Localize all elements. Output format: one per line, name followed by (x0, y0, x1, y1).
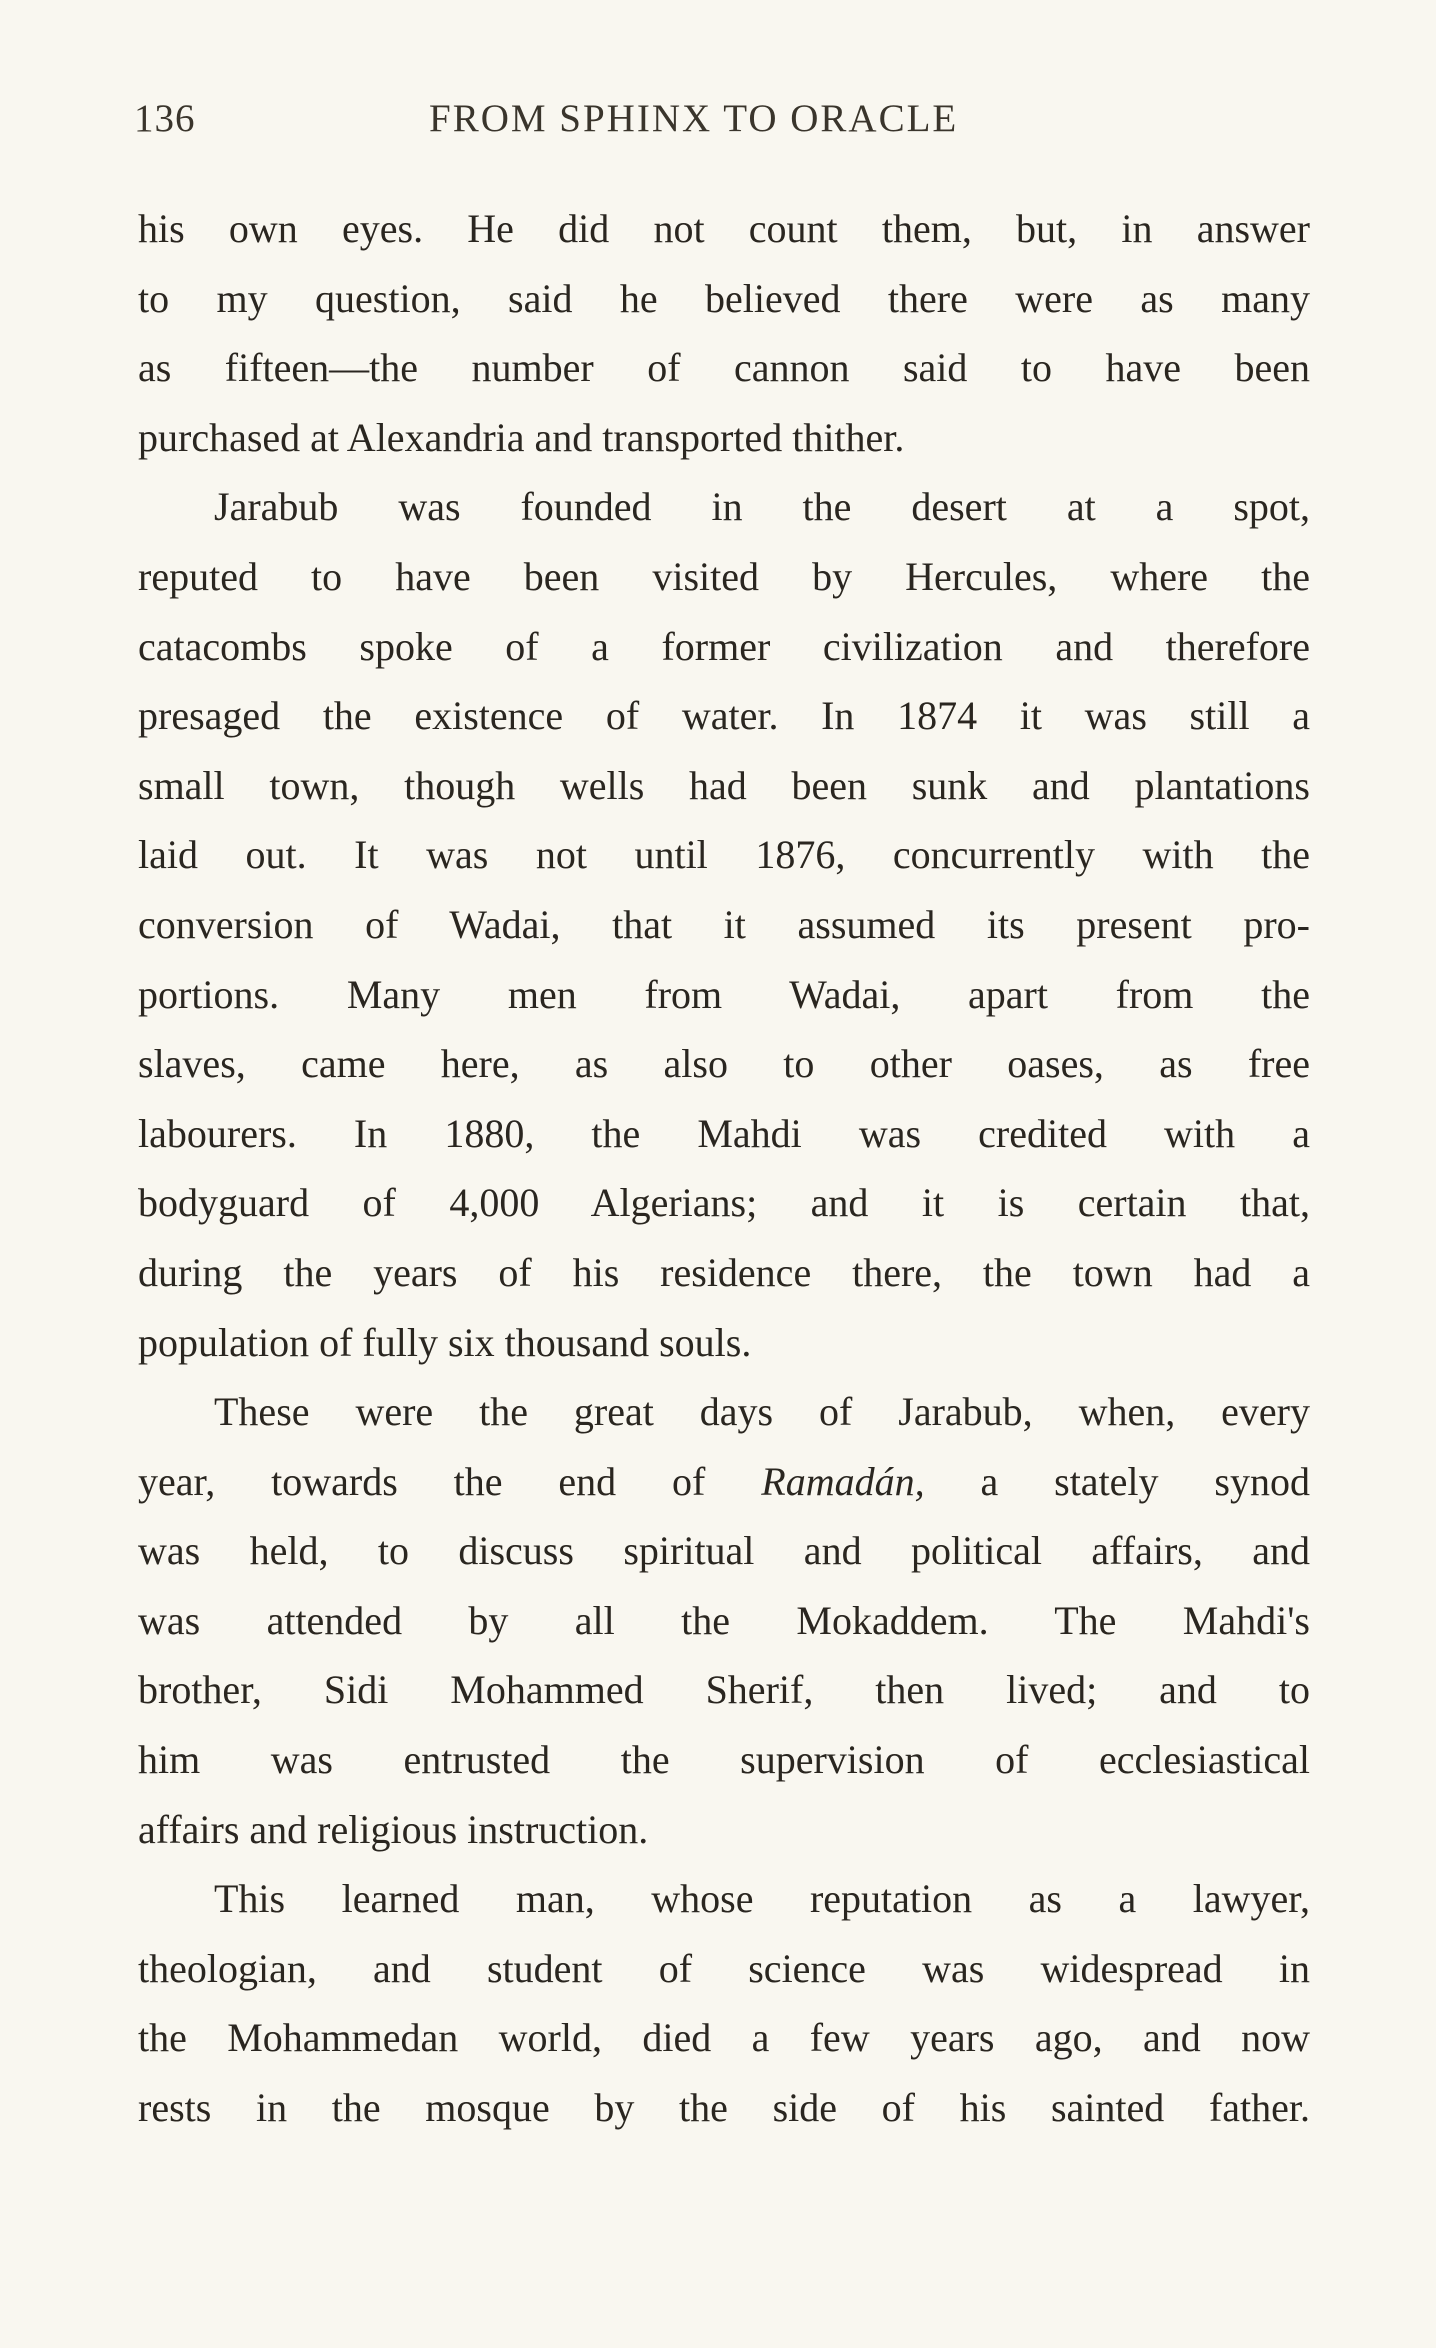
text-line: bodyguard of 4,000 Algerians; and it is certain that, (138, 1180, 1310, 1226)
text-line (138, 1447, 1310, 1517)
running-head (134, 96, 1314, 152)
text-line: population of fully six thousand souls. (138, 1319, 752, 1365)
text-line: during the years of his residence there, the town had a (138, 1249, 1310, 1295)
text-line: brother, Sidi Mohammed Sherif, then lived; and to (138, 1667, 1310, 1713)
text-line: slaves, came here, as also to other oases, as free (138, 1041, 1310, 1087)
text-line: portions. Many men from Wadai, apart from the (138, 971, 1310, 1017)
text-line: purchased at Alexandria and transported thither. (138, 414, 905, 460)
text-line: him was entrusted the supervision of ecclesiastical (138, 1737, 1310, 1783)
text-line: Jarabub was founded in the desert at a spot, (214, 484, 1310, 530)
text-line: conversion of Wadai, that it assumed its present pro- (138, 901, 1310, 947)
page-number: 136 (134, 97, 196, 140)
running-title: FROM SPHINX TO ORACLE (429, 97, 959, 140)
text-segment: a stately synod (924, 1458, 1310, 1504)
text-line: catacombs spoke of a former civilization and therefore (138, 623, 1310, 669)
text-line: as fifteen—the number of cannon said to have been (138, 345, 1310, 391)
text-line: was held, to discuss spiritual and political affairs, and (138, 1528, 1310, 1574)
text-line: presaged the existence of water. In 1874 it was still a (138, 693, 1310, 739)
text-line: to my question, said he believed there were as many (138, 275, 1310, 321)
text-line: laid out. It was not until 1876, concurrently with the (138, 832, 1310, 878)
italic-term: Ramadán, (761, 1458, 925, 1504)
text-line: small town, though wells had been sunk and plantations (138, 762, 1310, 808)
text-line: These were the great days of Jarabub, when, every (214, 1389, 1310, 1435)
text-line: This learned man, whose reputation as a lawyer, (214, 1876, 1310, 1922)
text-line: his own eyes. He did not count them, but, in answer (138, 206, 1310, 251)
text-line: the Mohammedan world, died a few years ago, and now (138, 2015, 1310, 2061)
text-line: rests in the mosque by the side of his sainted father. (138, 2085, 1310, 2131)
text-line: was attended by all the Mokaddem. The Mahdi's (138, 1597, 1310, 1643)
text-segment: year, towards the end of (138, 1458, 762, 1504)
text-line: theologian, and student of science was widespread in (138, 1945, 1310, 1991)
text-line: affairs and religious instruction. (138, 1806, 649, 1852)
text-line: labourers. In 1880, the Mahdi was credited with a (138, 1110, 1310, 1156)
text-line: reputed to have been visited by Hercules, where the (138, 553, 1310, 599)
body-text (138, 194, 1310, 2143)
